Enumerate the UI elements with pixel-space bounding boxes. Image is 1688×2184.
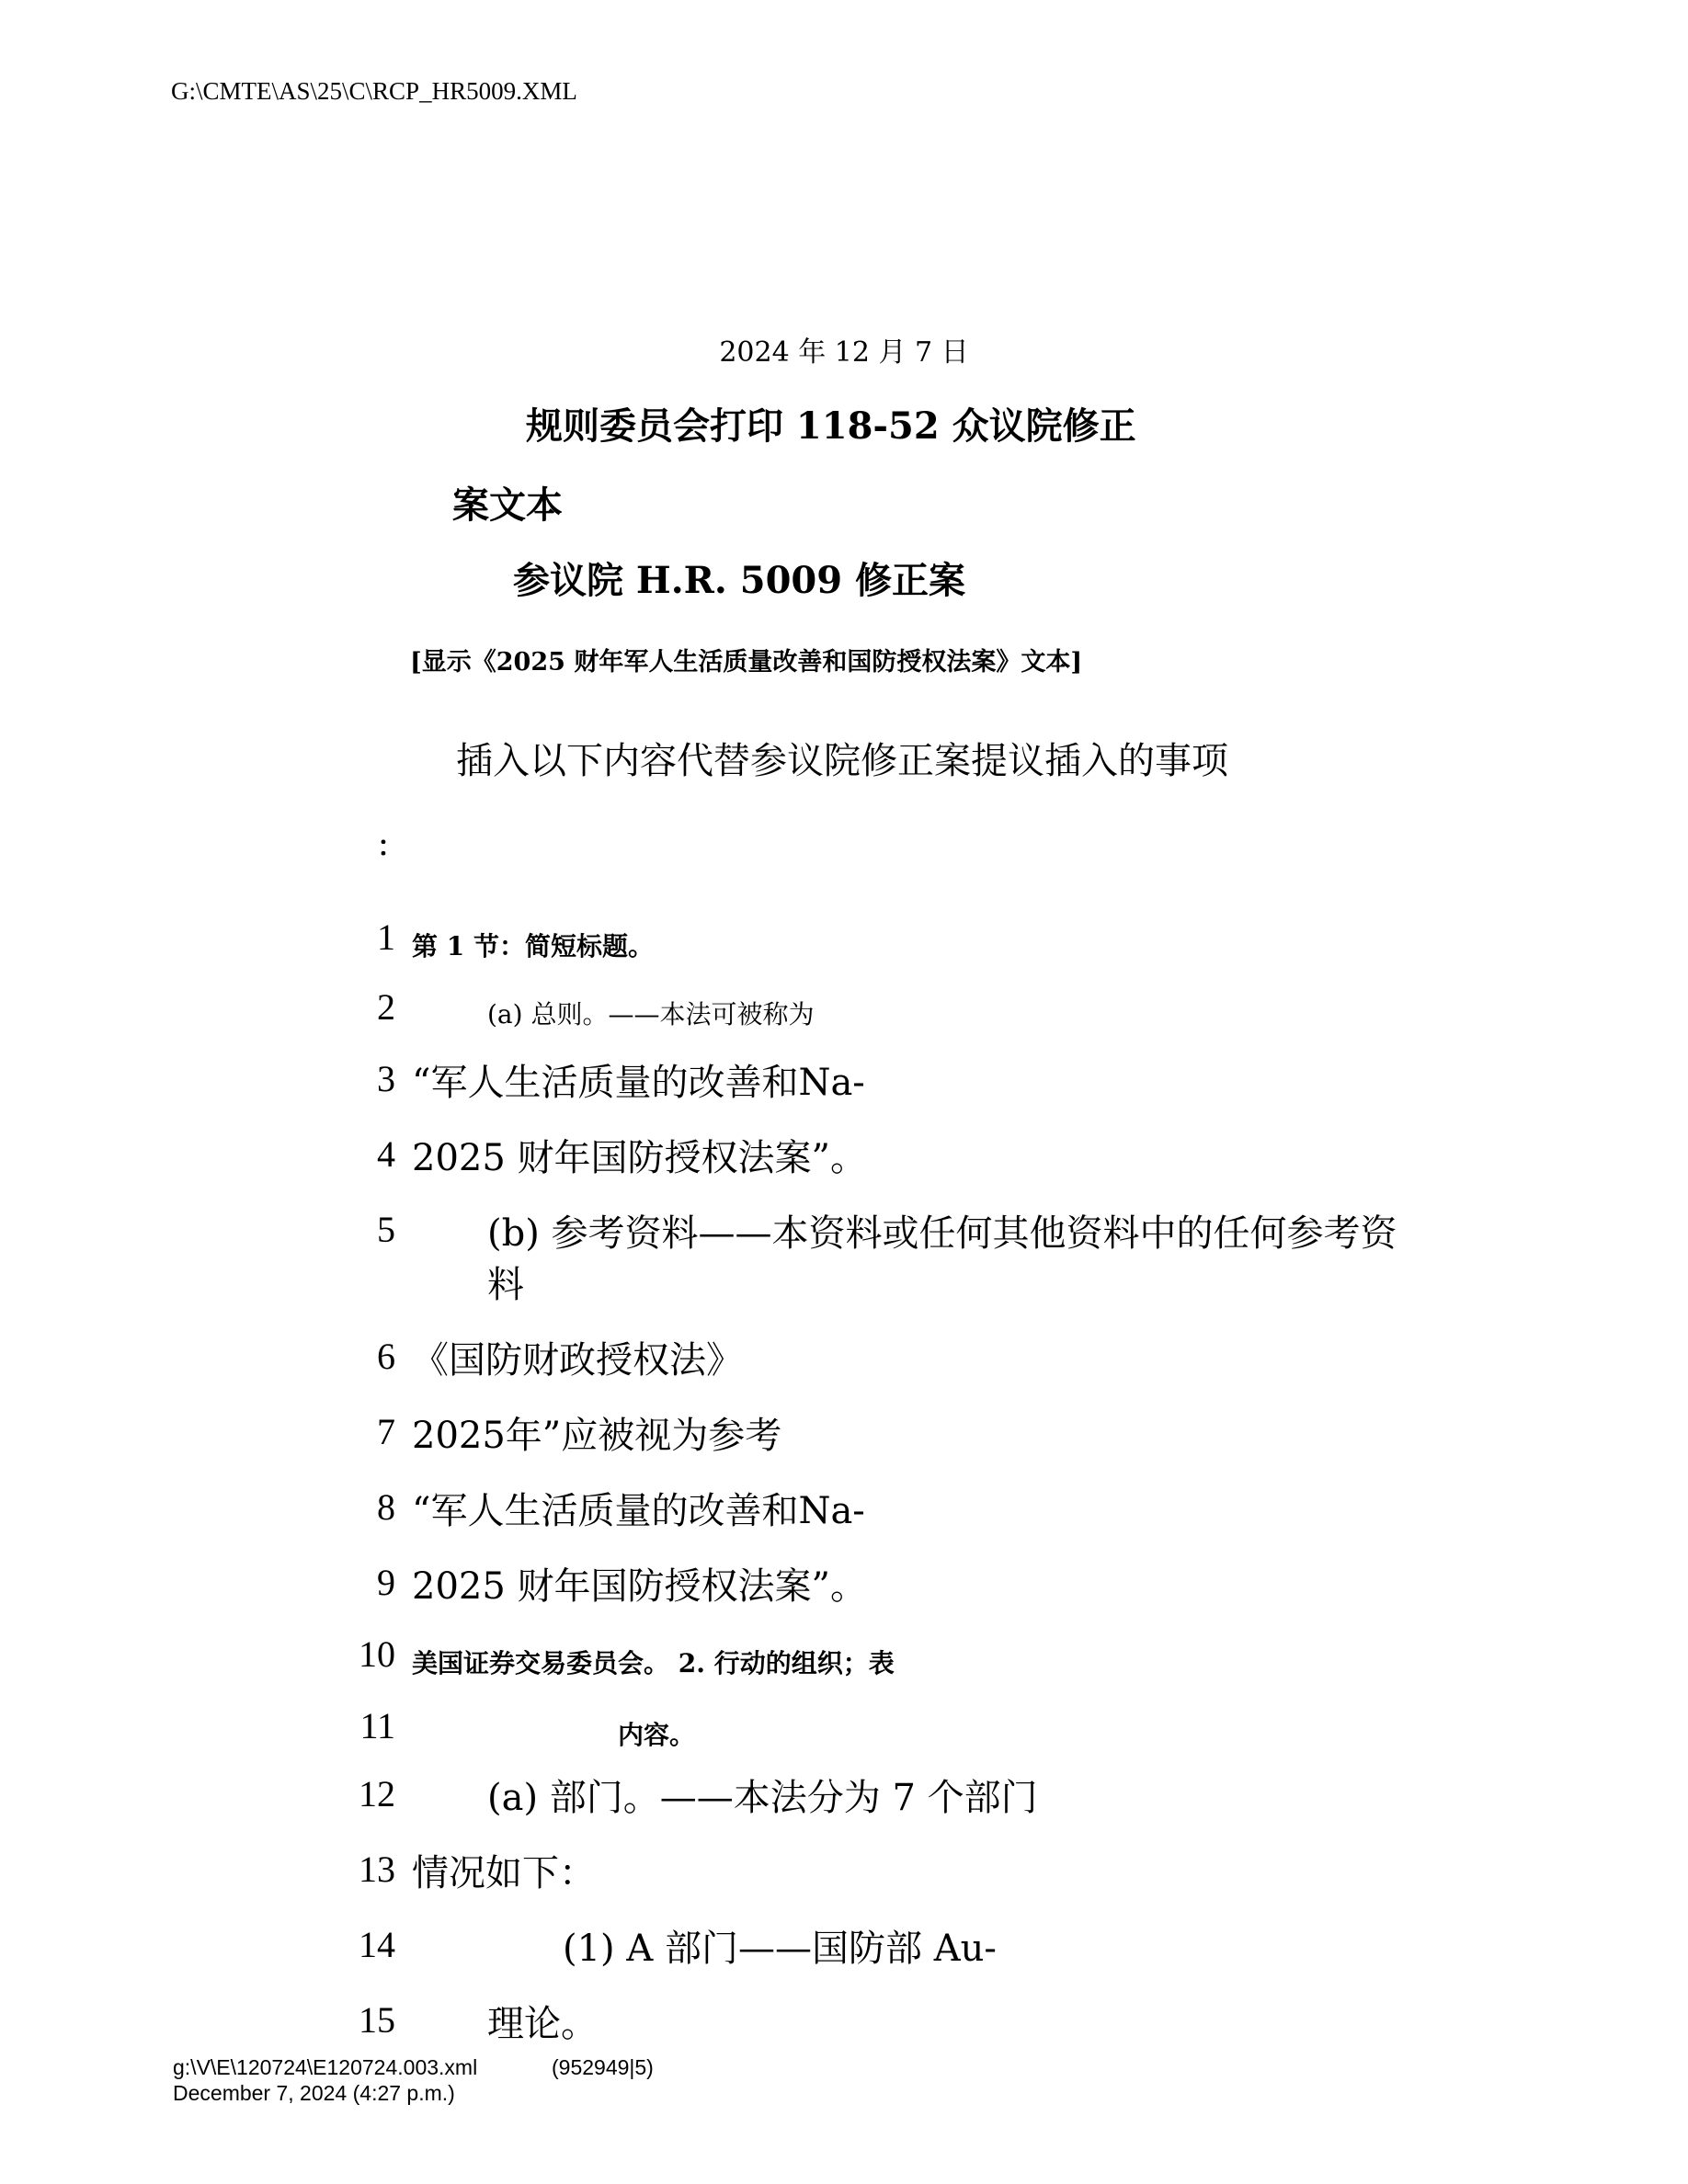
line-number: 6: [377, 1336, 395, 1377]
line-number: 14: [359, 1924, 395, 1965]
line-number: 13: [359, 1848, 395, 1890]
line-number: 12: [359, 1773, 395, 1814]
line-text: 内容。: [618, 1720, 696, 1750]
line-text: 2025 财年国防授权法案”。: [412, 1565, 867, 1608]
header-file-path: G:\CMTE\AS\25\C\RCP_HR5009.XML: [171, 77, 577, 105]
title-line-1: 规则委员会打印 118-52 众议院修正: [526, 404, 1136, 448]
line-number: 7: [377, 1411, 395, 1452]
subtitle: [显示《2025 财年军人生活质量改善和国防授权法案》文本]: [410, 648, 1083, 677]
footer-id: (952949|5): [552, 2055, 654, 2079]
line-number: 9: [377, 1562, 395, 1603]
line-text: (a) 部门。——本法分为 7 个部门: [487, 1777, 1038, 1819]
line-text: 美国证券交易委员会。 2. 行动的组织；表: [412, 1648, 895, 1678]
line-text: (b) 参考资料——本资料或任何其他资料中的任何参考资: [487, 1212, 1397, 1255]
line-text: 情况如下：: [412, 1852, 596, 1894]
instruction-colon: ：: [377, 831, 405, 863]
line-number: 8: [377, 1486, 395, 1528]
line-text: “军人生活质量的改善和Na-: [412, 1490, 865, 1532]
line-number: 3: [377, 1058, 395, 1099]
line-number: 5: [377, 1209, 395, 1250]
line-text: (a) 总则。——本法可被称为: [487, 999, 815, 1029]
line-text: (1) A 部门——国防部 Au-: [563, 1928, 997, 1970]
title-line-2: 案文本: [452, 483, 563, 527]
footer-timestamp: December 7, 2024 (4:27 p.m.): [173, 2081, 455, 2105]
title-line-3: 参议院 H.R. 5009 修正案: [513, 559, 965, 602]
line-text-continuation: 料: [487, 1264, 524, 1306]
line-number: 15: [359, 1999, 395, 2041]
line-number: 2: [377, 986, 395, 1028]
instruction-text: 插入以下内容代替参议院修正案提议插入的事项: [456, 740, 1228, 782]
document-date: 2024 年 12 月 7 日: [719, 336, 969, 369]
line-text: 理论。: [487, 2003, 598, 2045]
footer-file-path: g:\V\E\120724\E120724.003.xml: [173, 2055, 478, 2079]
line-text: 2025 财年国防授权法案”。: [412, 1137, 867, 1179]
line-number: 1: [377, 916, 395, 958]
line-number: 4: [377, 1133, 395, 1175]
line-number: 11: [359, 1705, 395, 1746]
line-text: 《国防财政授权法》: [412, 1339, 743, 1382]
line-text: 2025年”应被视为参考: [412, 1415, 782, 1457]
line-text: “军人生活质量的改善和Na-: [412, 1062, 865, 1104]
line-text: 第 1 节：简短标题。: [412, 931, 654, 961]
line-number: 10: [359, 1633, 395, 1675]
